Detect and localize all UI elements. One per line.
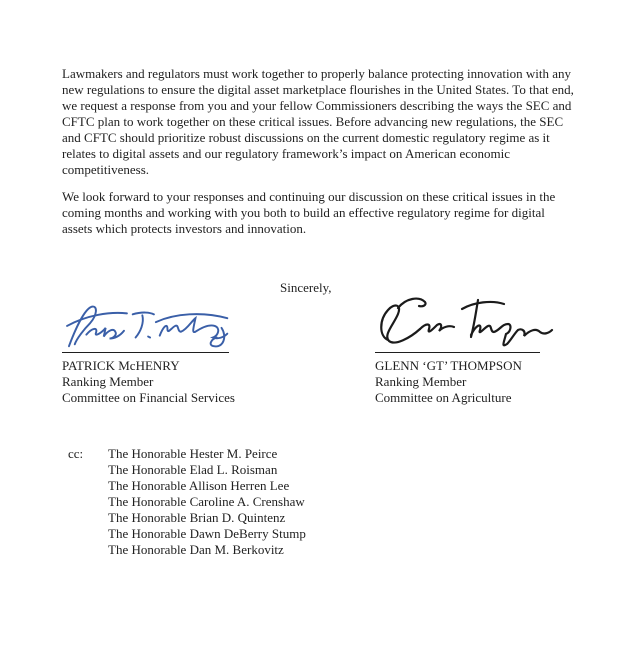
glenn-thompson-signature-icon — [374, 294, 554, 352]
signer-committee-left: Committee on Financial Services — [62, 390, 235, 405]
signer-title-right: Ranking Member — [375, 374, 467, 389]
signature-block-mchenry — [62, 296, 372, 406]
cc-recipient: The Honorable Elad L. Roisman — [108, 462, 278, 477]
signer-name-left: PATRICK McHENRY — [62, 358, 180, 373]
cc-label: cc: — [68, 446, 84, 461]
cc-recipient: The Honorable Allison Herren Lee — [108, 478, 290, 493]
signer-committee-right: Committee on Agriculture — [375, 390, 512, 405]
cc-recipient: The Honorable Caroline A. Crenshaw — [108, 494, 305, 509]
letter-body — [62, 66, 578, 237]
patrick-mchenry-signature-icon — [62, 296, 242, 352]
letter-paragraph-1: Lawmakers and regulators must work together to properly balance protecting innovation with any new regulations to ensure the digital asset marketplace flourishes in the United States. To that end, we request a response from you and your fellow Commissioners describing the ways the SEC and CFTC plan to work together on these critical issues. Before advancing new regulations, the SEC and CFTC should prioritize robust discussions on the current domestic regulatory regime as it relates to digital assets and our regulatory framework’s impact on American economic competitiveness. — [62, 66, 574, 177]
cc-list — [108, 446, 578, 558]
letter-paragraph-2: We look forward to your responses and continuing our discussion on these critical issues in the coming months and working with you both to build an effective regulatory regime for digital assets which protects investors and innovation. — [62, 189, 556, 236]
closing-salutation: Sincerely, — [280, 280, 332, 295]
cc-recipient: The Honorable Dawn DeBerry Stump — [108, 526, 306, 541]
cc-section — [62, 446, 578, 558]
cc-recipient: The Honorable Dan M. Berkovitz — [108, 542, 284, 557]
signer-title-left: Ranking Member — [62, 374, 154, 389]
signature-section — [62, 296, 578, 406]
signature-block-thompson — [372, 296, 578, 406]
cc-recipient: The Honorable Brian D. Quintenz — [108, 510, 286, 525]
cc-recipient: The Honorable Hester M. Peirce — [108, 446, 278, 461]
signer-name-right: GLENN ‘GT’ THOMPSON — [375, 358, 522, 373]
